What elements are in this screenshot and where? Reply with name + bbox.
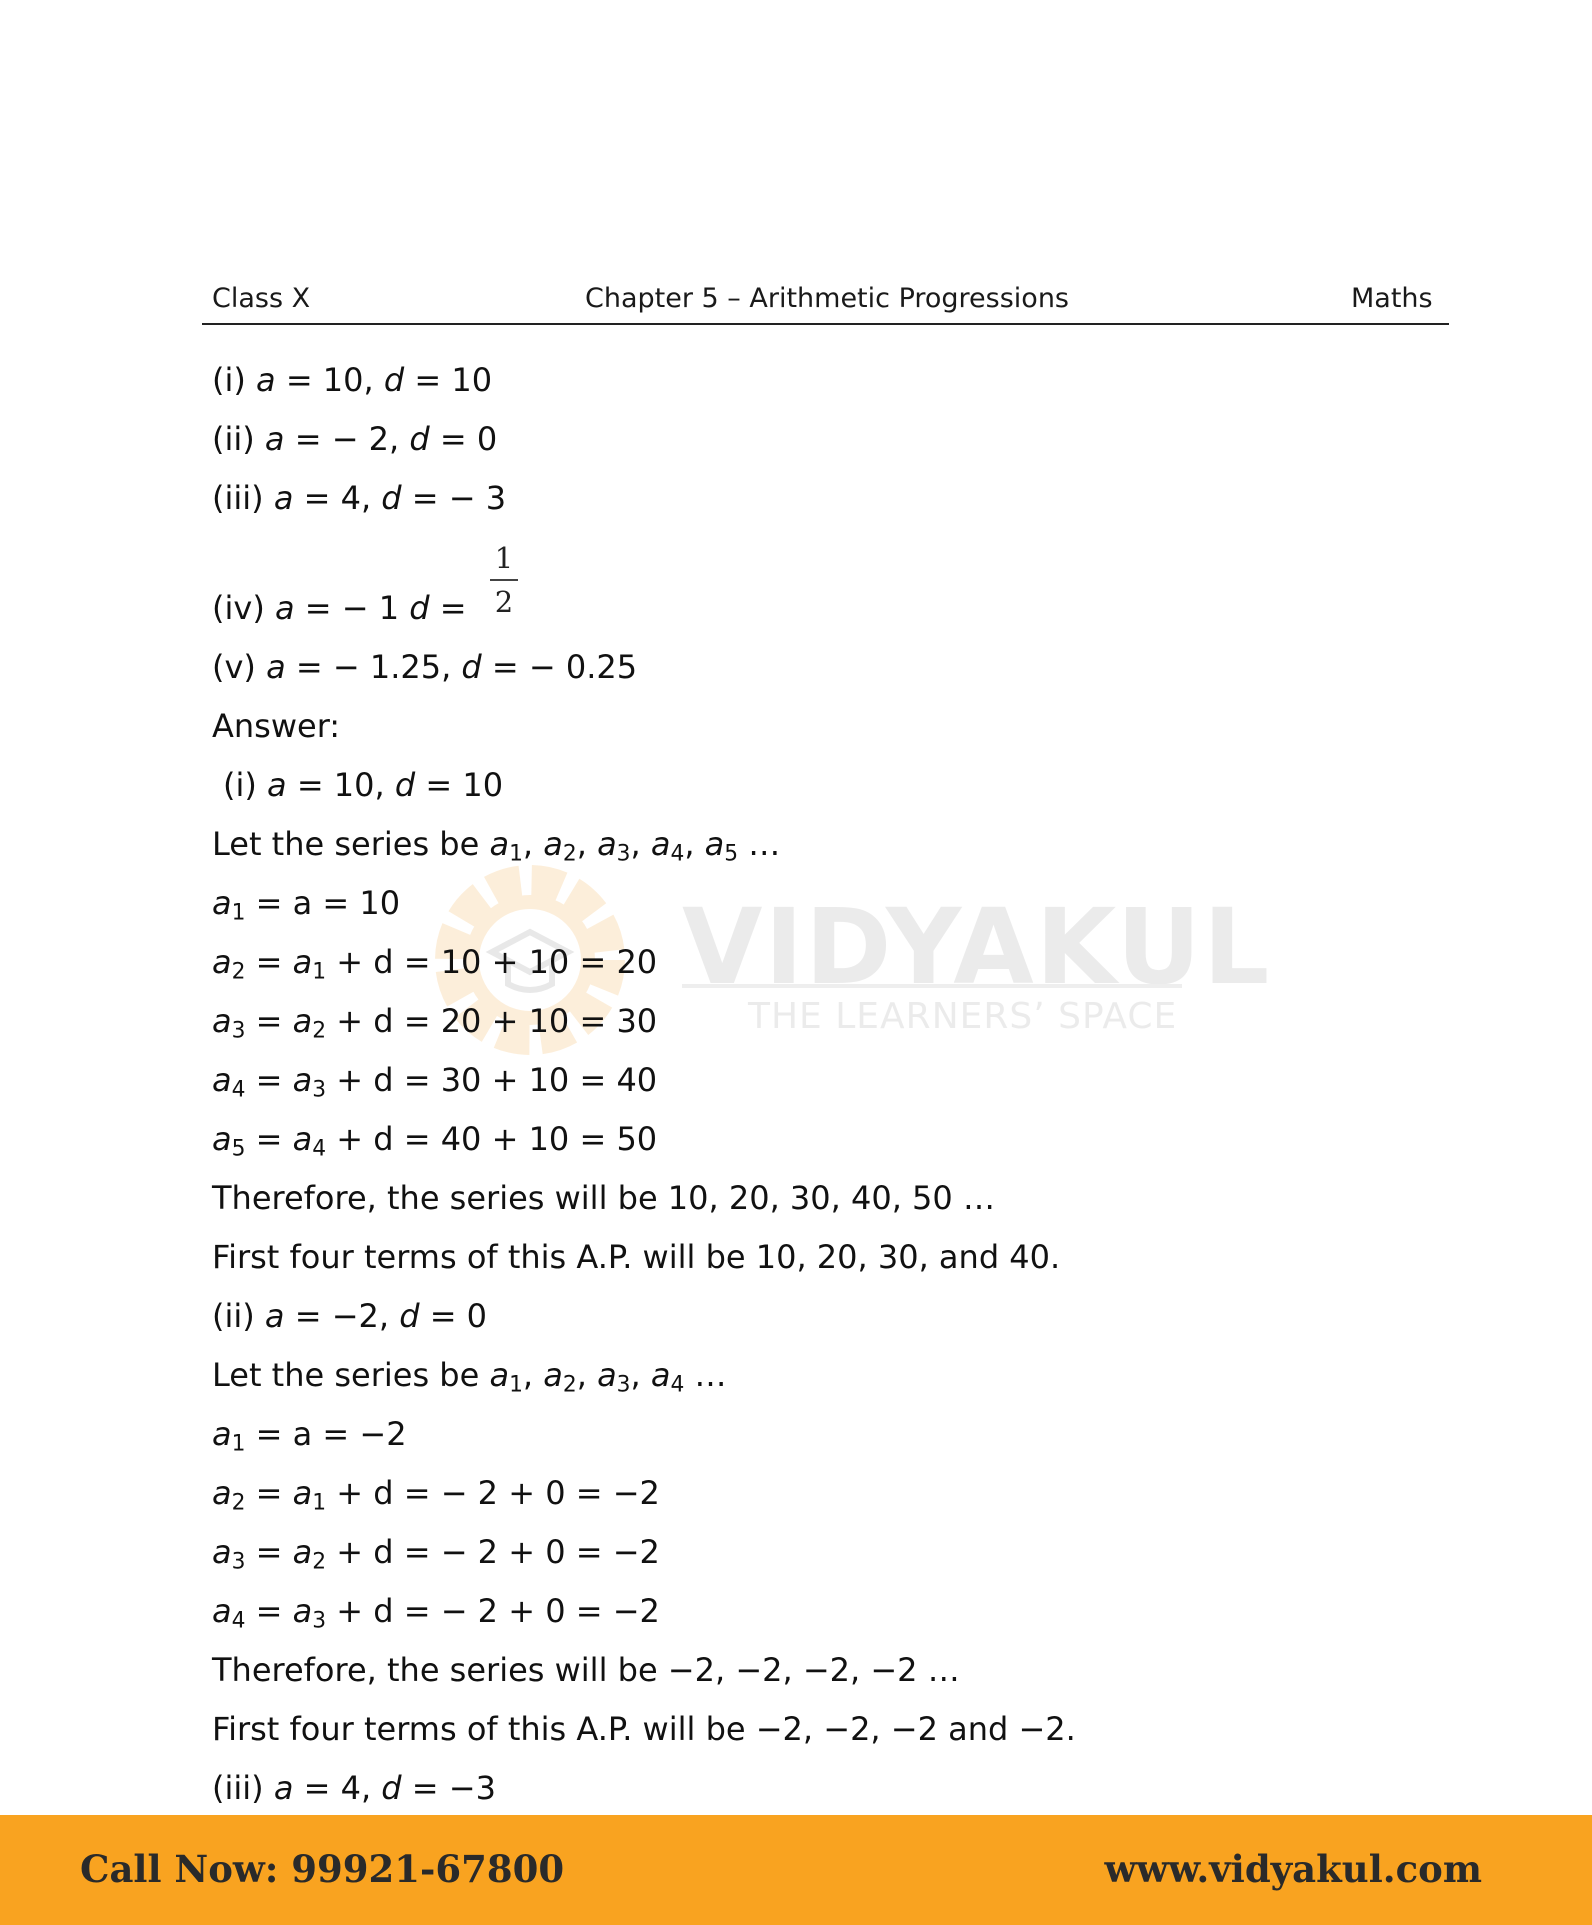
part-i-term-3: $a_3 = a_2 + d = 20 + 10 = 30$ bbox=[212, 1002, 658, 1044]
part-ii-term-3: $a_3 = a_2 + d$ = − 2 + 0 = −2 bbox=[212, 1533, 660, 1575]
value-d: 10 bbox=[462, 766, 504, 804]
part-ii-conclusion: Therefore, the series will be −2, −2, −2, −2 … bbox=[212, 1651, 960, 1689]
value-d: 0 bbox=[476, 420, 498, 458]
part-label: (i) bbox=[223, 766, 257, 804]
part-i-term-5: $a_5 = a_4 + d = 40 + 10 = 50$ bbox=[212, 1120, 658, 1162]
series-intro-text: Let the series be bbox=[212, 825, 480, 863]
question-label: (iii) bbox=[212, 479, 264, 517]
part-ii-heading: (ii) a = −2, d = 0 bbox=[212, 1297, 488, 1335]
header-divider bbox=[202, 323, 1449, 325]
term-equation: = a = 10 bbox=[255, 884, 401, 922]
question-label: (iv) bbox=[212, 589, 265, 627]
part-ii-term-4: $a_4 = a_3 + d$ = − 2 + 0 = −2 bbox=[212, 1592, 660, 1634]
term-equation: + d = 40 + 10 = 50 bbox=[336, 1120, 658, 1158]
fraction-d bbox=[490, 540, 518, 620]
part-label: (ii) bbox=[212, 1297, 255, 1335]
watermark-subtitle: THE LEARNERS’ SPACE bbox=[748, 996, 1178, 1037]
value-a: 10 bbox=[322, 361, 364, 399]
answer-heading: Answer: bbox=[212, 707, 341, 745]
part-i-heading: (i) a = 10, d = 10 bbox=[223, 766, 504, 804]
value-d: 0 bbox=[466, 1297, 488, 1335]
term-equation: + d = 20 + 10 = 30 bbox=[336, 1002, 658, 1040]
term-equation: + d = − 2 + 0 = −2 bbox=[336, 1592, 660, 1630]
part-ii-term-2: $a_2 = a_1 + d$ = − 2 + 0 = −2 bbox=[212, 1474, 660, 1516]
fraction-numerator: 1 bbox=[494, 541, 514, 575]
part-ii-first-four: First four terms of this A.P. will be −2, −2, −2 and −2. bbox=[212, 1710, 1076, 1748]
question-v: (v) a = − 1.25, d = − 0.25 bbox=[212, 648, 638, 686]
value-a: 4 bbox=[340, 479, 361, 517]
part-ii-series-intro: Let the series be $a_1$, $a_2$, $a_3$, $a_4$ … bbox=[212, 1356, 727, 1398]
question-iii: (iii) a = 4, d = − 3 bbox=[212, 479, 507, 517]
part-i-first-four: First four terms of this A.P. will be 10, 20, 30, and 40. bbox=[212, 1238, 1061, 1276]
part-ii-term-1: $a_1 = a = -2$ bbox=[212, 1415, 407, 1457]
watermark-title: VIDYAKUL bbox=[682, 886, 1272, 1008]
header-class: Class X bbox=[212, 283, 311, 314]
term-equation: + d = − 2 + 0 = −2 bbox=[336, 1533, 660, 1571]
question-label: (ii) bbox=[212, 420, 255, 458]
term-equation: + d = 10 + 10 = 20 bbox=[336, 943, 658, 981]
value-a: − 2 bbox=[331, 420, 390, 458]
value-d: − 0.25 bbox=[528, 648, 638, 686]
question-label: (v) bbox=[212, 648, 256, 686]
part-i-series-intro: Let the series be $a_1$, $a_2$, $a_3$, $a_4$, $a_5$ … bbox=[212, 825, 781, 867]
term-equation: + d = − 2 + 0 = −2 bbox=[336, 1474, 660, 1512]
value-d: − 3 bbox=[448, 479, 507, 517]
value-a: 10 bbox=[333, 766, 375, 804]
part-i-conclusion: Therefore, the series will be 10, 20, 30, 40, 50 … bbox=[212, 1179, 995, 1217]
footer-bar bbox=[0, 1815, 1592, 1925]
value-a: − 1.25 bbox=[332, 648, 442, 686]
part-label: (iii) bbox=[212, 1769, 264, 1807]
fraction-bar bbox=[490, 579, 518, 581]
watermark-divider bbox=[682, 984, 1182, 988]
part-i-term-4: $a_4 = a_3 + d = 30 + 10 = 40$ bbox=[212, 1061, 658, 1103]
value-d: −3 bbox=[448, 1769, 496, 1807]
fraction-denominator: 2 bbox=[494, 584, 514, 619]
footer-website-link[interactable]: www.vidyakul.com bbox=[1104, 1847, 1482, 1891]
part-i-term-2: $a_2 = a_1 + d = 10 + 10 = 20$ bbox=[212, 943, 658, 985]
footer-phone[interactable]: Call Now: 99921-67800 bbox=[80, 1847, 565, 1891]
value-a: − 1 bbox=[341, 589, 400, 627]
value-a: 4 bbox=[340, 1769, 361, 1807]
part-i-term-1: $a_1 = a = 10$ bbox=[212, 884, 401, 926]
value-d: 10 bbox=[451, 361, 493, 399]
question-iv: (iv) a = − 1 d = bbox=[212, 589, 467, 627]
question-label: (i) bbox=[212, 361, 246, 399]
question-i: (i) a = 10, d = 10 bbox=[212, 361, 493, 399]
header-chapter: Chapter 5 – Arithmetic Progressions bbox=[585, 283, 1069, 314]
question-ii: (ii) a = − 2, d = 0 bbox=[212, 420, 498, 458]
series-intro-text: Let the series be bbox=[212, 1356, 480, 1394]
part-iii-heading: (iii) a = 4, d = −3 bbox=[212, 1769, 496, 1807]
term-equation: + d = 30 + 10 = 40 bbox=[336, 1061, 658, 1099]
term-equation: = a = −2 bbox=[255, 1415, 407, 1453]
header-subject: Maths bbox=[1351, 283, 1433, 314]
value-a: −2 bbox=[331, 1297, 379, 1335]
